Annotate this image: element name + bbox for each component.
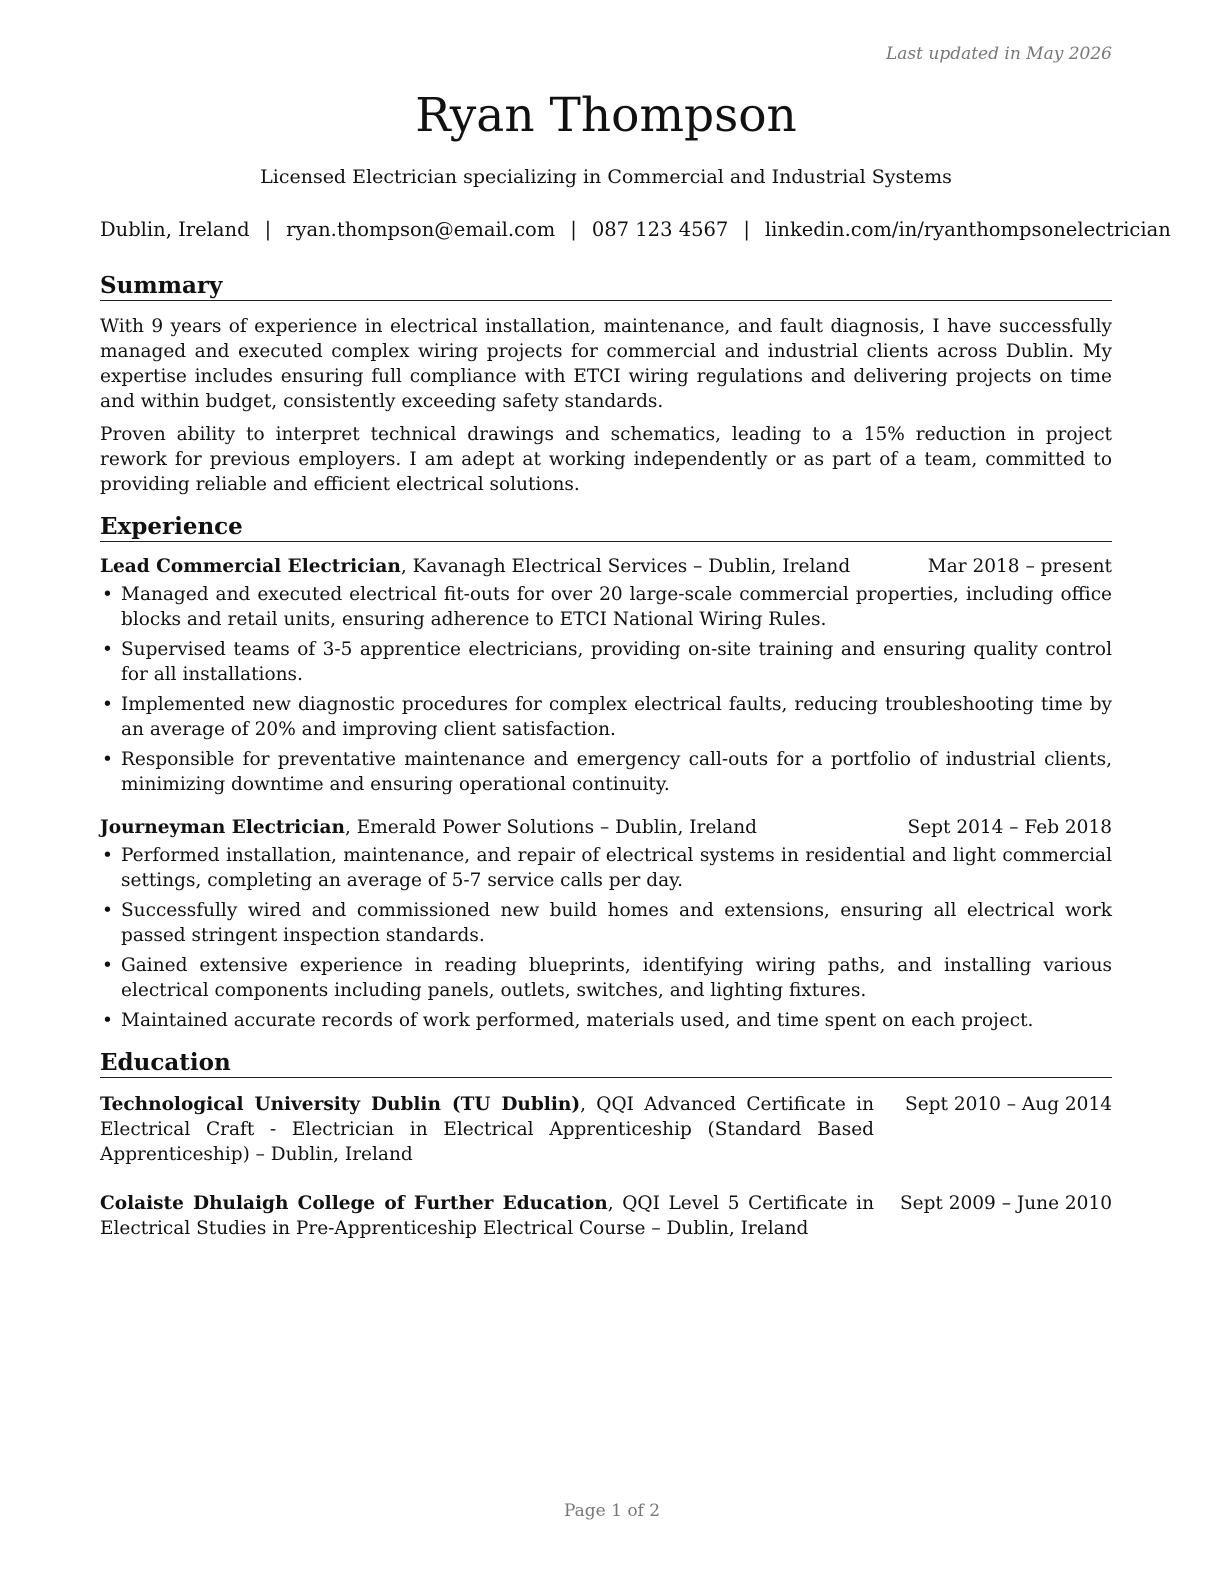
list-item: • Gained extensive experience in reading blueprints, identifying wiring paths, and installing various electrical components including panels, outlets, switches, and lighting fixtures. <box>100 953 1112 1003</box>
summary-paragraph-1: With 9 years of experience in electrical installation, maintenance, and fault diagnosis, I have successfully managed and executed complex wiring projects for commercial and industrial clients across Dublin. My expertise includes ensuring full compliance with ETCI wiring regulations and delivering projects on time and within budget, consistently exceeding safety standards. <box>100 316 1112 412</box>
education-entry <box>100 1191 1112 1241</box>
page-number: Page 1 of 2 <box>563 1501 661 1521</box>
contact-linkedin[interactable]: linkedin.com/in/ryanthompsonelectrician <box>764 218 1171 241</box>
job-dates: Mar 2018 – present <box>927 556 1112 577</box>
education-details: , QQI Advanced Certificate in Electrical Craft - Electrician in Electrical Apprenticeship (Standard Based Apprenticeship) – Dublin, Ireland <box>100 1094 874 1165</box>
section-title-education: Education <box>100 1049 1112 1078</box>
job-role: Journeyman Electrician <box>100 817 345 838</box>
education-institution: Colaiste Dhulaigh College of Further Education <box>100 1193 608 1214</box>
list-item: • Implemented new diagnostic procedures for complex electrical faults, reducing troubleshooting time by an average of 20% and improving client satisfaction. <box>100 692 1112 742</box>
section-title-summary: Summary <box>100 272 1112 301</box>
education-description <box>100 1191 874 1241</box>
job-bullets <box>100 843 1112 1033</box>
resume-content <box>100 272 1112 1257</box>
job-header <box>100 554 1112 579</box>
section-title-experience: Experience <box>100 513 1112 542</box>
list-item: • Maintained accurate records of work performed, materials used, and time spent on each project. <box>100 1008 1112 1033</box>
candidate-name: Ryan Thompson <box>415 88 797 143</box>
list-item: • Responsible for preventative maintenance and emergency call-outs for a portfolio of industrial clients, minimizing downtime and ensuring operational continuity. <box>100 747 1112 797</box>
list-item: • Supervised teams of 3-5 apprentice electricians, providing on-site training and ensuring quality control for all installations. <box>100 637 1112 687</box>
job-dates: Sept 2014 – Feb 2018 <box>907 817 1112 838</box>
list-item: • Successfully wired and commissioned new build homes and extensions, ensuring all electrical work passed stringent inspection standards. <box>100 898 1112 948</box>
job-title-line <box>100 554 850 579</box>
tagline: Licensed Electrician specializing in Commercial and Industrial Systems <box>260 166 952 188</box>
summary-paragraph-2: Proven ability to interpret technical drawings and schematics, leading to a 15% reduction in project rework for previous employers. I am adept at working independently or as part of a team, committed to providing reliable and efficient electrical solutions. <box>100 424 1112 495</box>
education-description <box>100 1092 874 1167</box>
job-company: , Emerald Power Solutions – Dublin, Ireland <box>344 817 758 838</box>
list-item: • Managed and executed electrical fit-outs for over 20 large-scale commercial properties, including office blocks and retail units, ensuring adherence to ETCI National Wiring Rules. <box>100 582 1112 632</box>
contact-phone: 087 123 4567 <box>591 218 729 241</box>
job-entry <box>100 554 1112 797</box>
job-bullets <box>100 582 1112 797</box>
separator: | <box>570 218 577 241</box>
job-role: Lead Commercial Electrician <box>100 556 401 577</box>
education-details: , QQI Level 5 Certificate in Electrical Studies in Pre-Apprenticeship Electrical Course – Dublin, Ireland <box>100 1193 874 1239</box>
contact-email[interactable]: ryan.thompson@email.com <box>286 218 556 241</box>
experience-section <box>100 513 1112 1033</box>
contact-line <box>100 218 1171 241</box>
list-item: • Performed installation, maintenance, and repair of electrical systems in residential and light commercial settings, completing an average of 5-7 service calls per day. <box>100 843 1112 893</box>
education-institution: Technological University Dublin (TU Dublin) <box>100 1094 581 1115</box>
job-entry <box>100 815 1112 1033</box>
job-title-line <box>100 815 757 840</box>
education-section <box>100 1049 1112 1241</box>
contact-location: Dublin, Ireland <box>100 218 250 241</box>
education-entry <box>100 1092 1112 1167</box>
summary-section <box>100 272 1112 497</box>
job-company: , Kavanagh Electrical Services – Dublin, Ireland <box>400 556 851 577</box>
separator: | <box>743 218 750 241</box>
last-updated: Last updated in May 2026 <box>885 44 1112 64</box>
education-dates: Sept 2009 – June 2010 <box>899 1193 1112 1214</box>
education-dates: Sept 2010 – Aug 2014 <box>905 1094 1112 1115</box>
separator: | <box>264 218 272 241</box>
job-header <box>100 815 1112 840</box>
